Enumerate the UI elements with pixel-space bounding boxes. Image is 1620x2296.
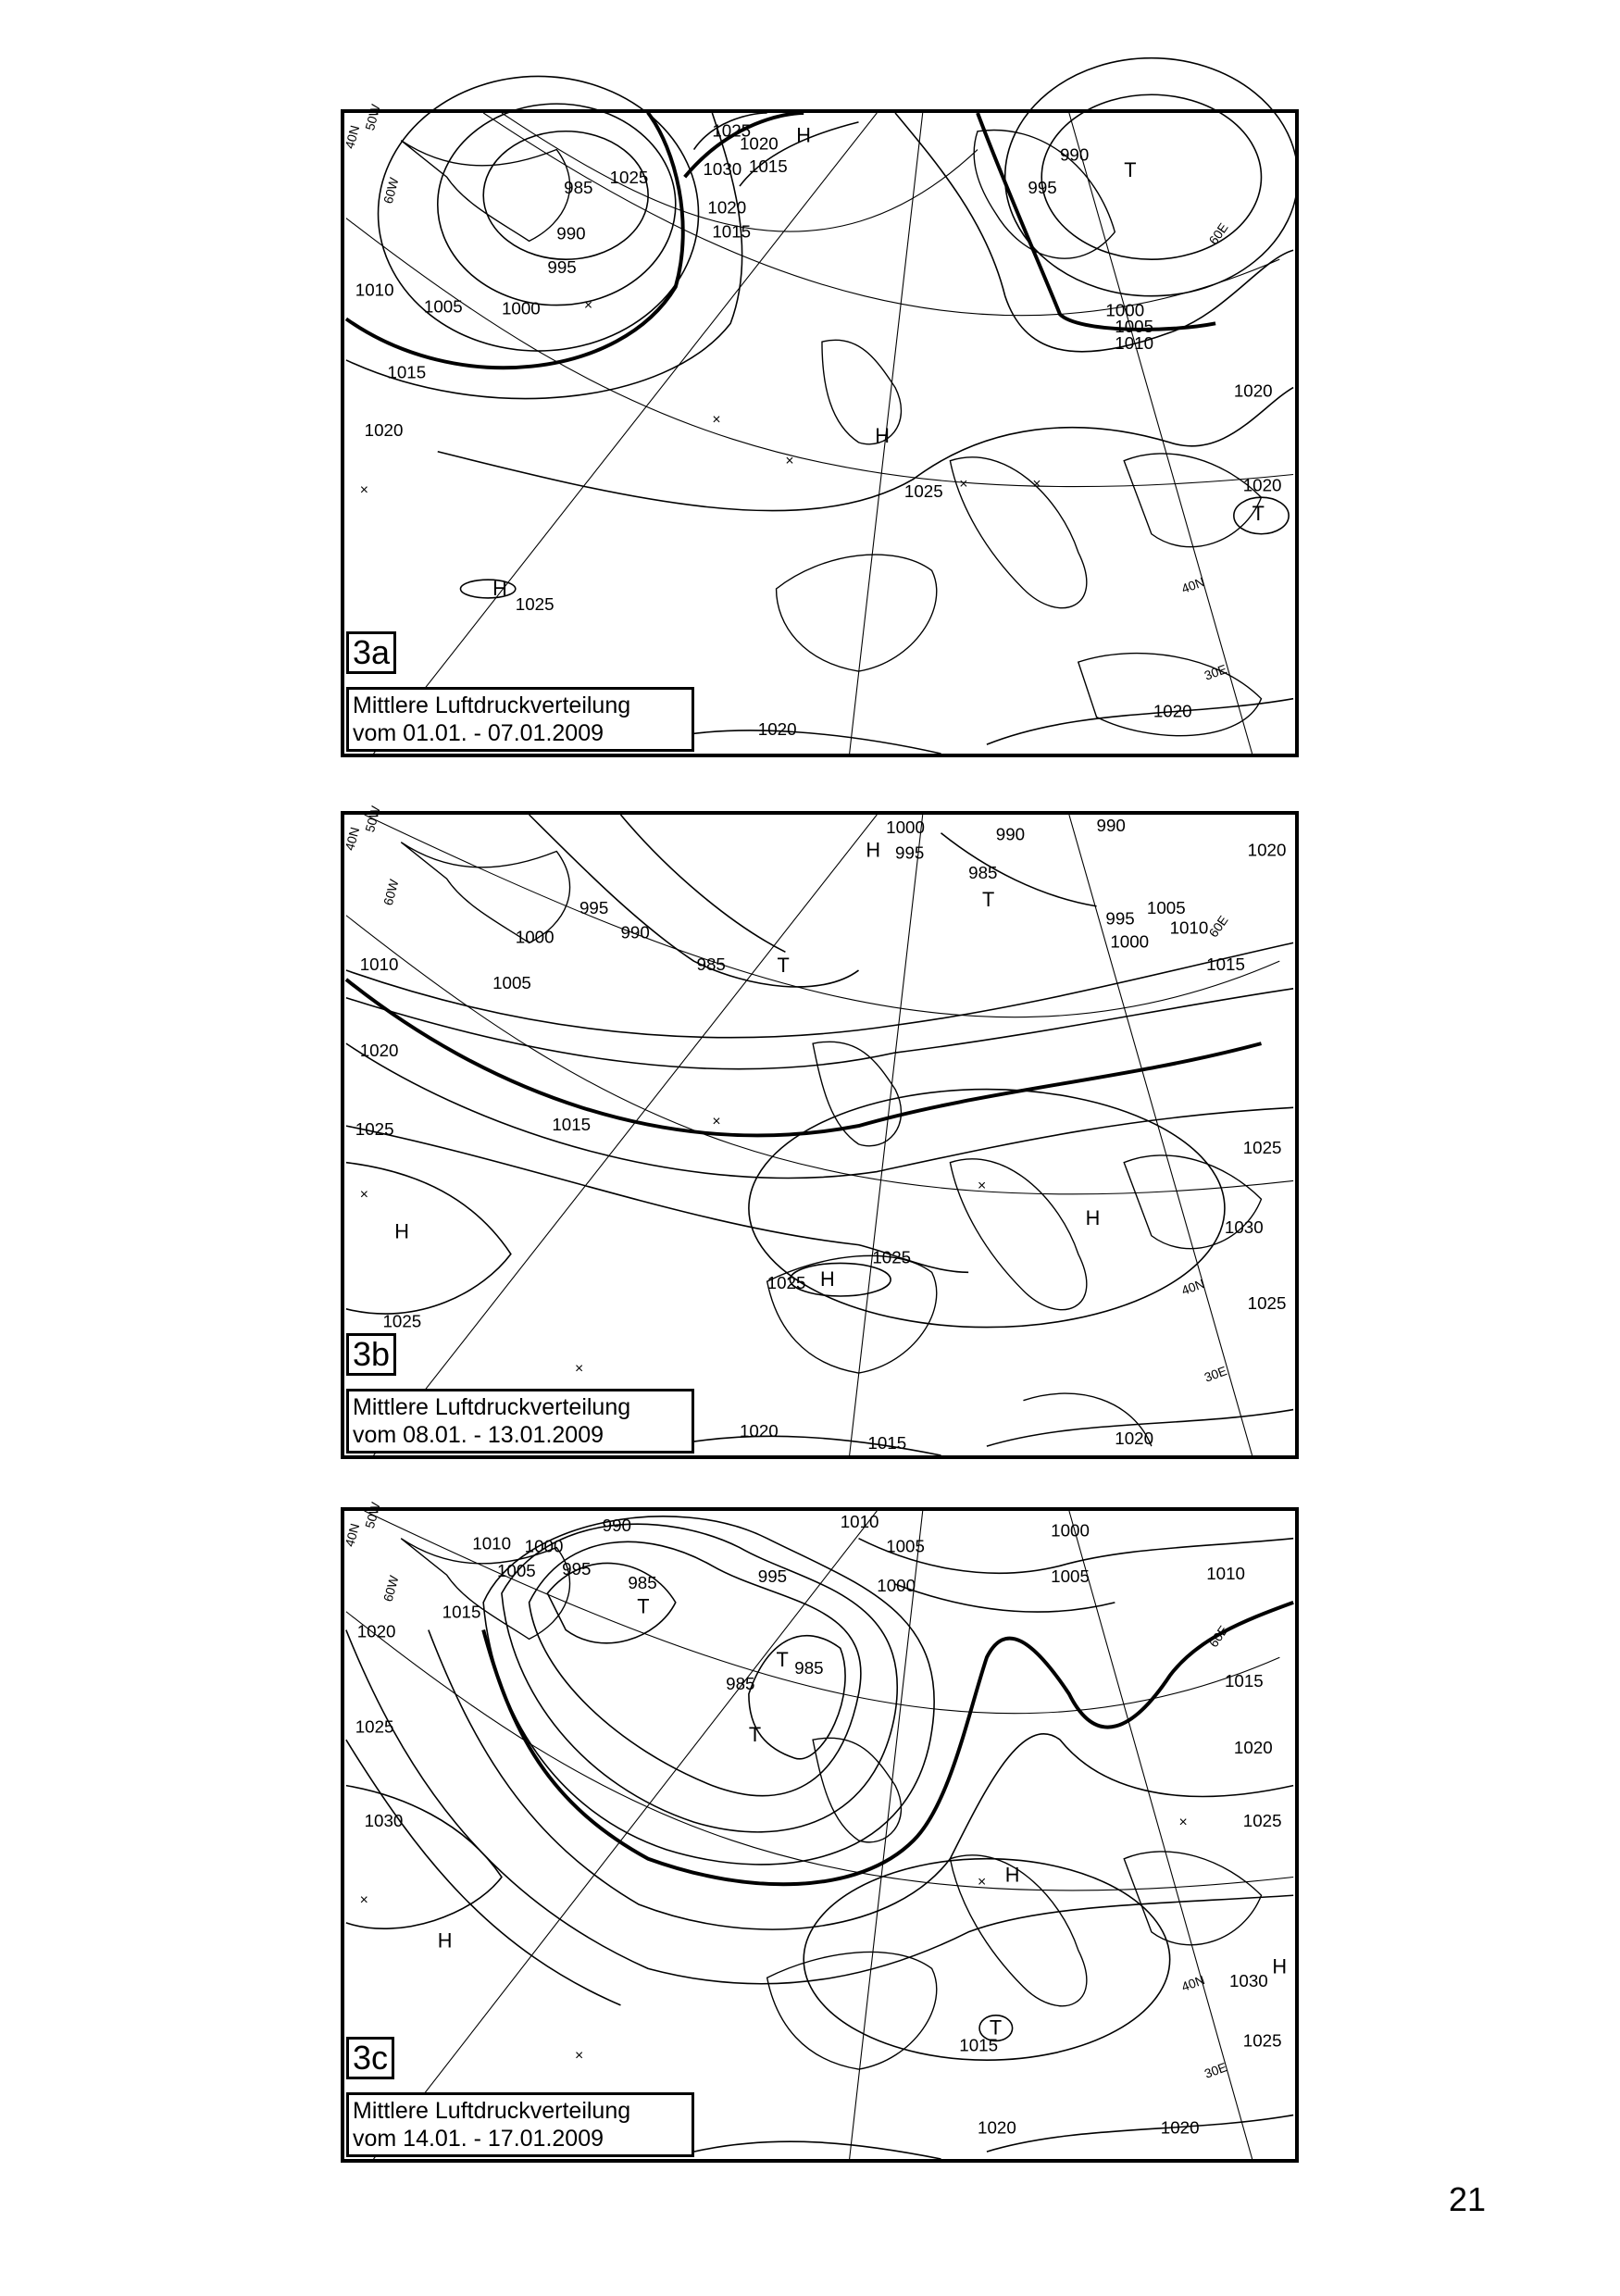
isobar-label: 995 — [579, 897, 609, 917]
parallel-line — [483, 113, 1279, 316]
isobar-label: 1020 — [364, 419, 404, 440]
panel-tag: 3c — [346, 2037, 394, 2079]
isobar-label: 990 — [556, 223, 586, 243]
isobar-label: 985 — [726, 1673, 755, 1693]
isobar — [1041, 94, 1261, 259]
isobar-label: 1000 — [886, 817, 925, 837]
isobar-label: 1020 — [757, 719, 797, 740]
isobar-label: 1010 — [840, 1511, 879, 1531]
isobar-label: 1000 — [877, 1576, 916, 1596]
grid-cross: × — [712, 1114, 721, 1130]
isobar-label: 1020 — [1115, 1429, 1154, 1449]
grid-label: 40N — [1179, 1972, 1207, 1994]
isobar — [346, 1740, 621, 2005]
grid-cross: × — [712, 412, 721, 429]
isobar-label: 1025 — [1242, 2030, 1282, 2051]
grid-cross: × — [785, 453, 794, 469]
isobar — [749, 1090, 1225, 1328]
isobar-label: 1020 — [1242, 475, 1282, 495]
pressure-center: H — [866, 838, 881, 862]
isobar-label: 1025 — [766, 1273, 806, 1293]
pressure-center: H — [875, 423, 891, 447]
isobar — [346, 1163, 511, 1314]
isobar-1015-bold — [346, 980, 1262, 1135]
isobar-label: 1025 — [1247, 1292, 1287, 1313]
isobar-label: 1005 — [1146, 897, 1186, 917]
isobar-label: 1025 — [903, 481, 943, 502]
isobar-label: 985 — [968, 863, 998, 883]
isobar-label: 1020 — [1247, 840, 1287, 860]
panel-tag: 3a — [346, 631, 396, 674]
isobar-label: 1005 — [1051, 1566, 1090, 1587]
isobar-label: 1005 — [423, 296, 463, 317]
isobar — [346, 989, 1293, 1069]
meridian-line — [1069, 1511, 1252, 2159]
isobar-label: 995 — [547, 257, 577, 277]
isobar-label: 1015 — [712, 221, 752, 242]
isobar — [804, 1859, 1169, 2061]
isobar-label: 1015 — [387, 362, 427, 382]
isobar-label: 1000 — [1105, 300, 1145, 320]
grid-label: 40N — [1179, 574, 1207, 596]
pressure-center: T — [637, 1594, 650, 1618]
isobar-label: 1000 — [501, 298, 541, 318]
isobar-label: 1025 — [382, 1311, 422, 1331]
grid-label: 50W — [362, 804, 383, 834]
grid-cross: × — [359, 1187, 368, 1204]
isobar — [502, 1524, 897, 1832]
grid-cross: × — [583, 297, 593, 314]
grid-cross: × — [575, 2048, 584, 2065]
isobar — [346, 1786, 502, 1929]
coastline — [1078, 654, 1262, 736]
pressure-center: T — [981, 887, 995, 911]
isobar-label: 985 — [794, 1657, 824, 1678]
coastline — [950, 1159, 1086, 1310]
grid-cross: × — [1032, 476, 1041, 493]
isobar-label: 985 — [564, 177, 593, 197]
isobar-label: 1020 — [1233, 1738, 1273, 1758]
isobar-label: 1010 — [1115, 333, 1154, 354]
panel-tag: 3b — [346, 1333, 396, 1376]
grid-label: 60W — [380, 1574, 402, 1603]
grid-cross: × — [978, 1874, 987, 1890]
grid-label: 60W — [380, 176, 402, 206]
isobar-label: 990 — [995, 824, 1026, 844]
coastline — [813, 1738, 901, 1842]
page-number: 21 — [1449, 2180, 1487, 2218]
pressure-center: H — [394, 1219, 410, 1243]
isobar-label: 1025 — [355, 1716, 394, 1737]
isobar-label: 990 — [1060, 144, 1090, 165]
grid-label: 60E — [1205, 1622, 1231, 1651]
grid-label: 60E — [1205, 912, 1231, 941]
pressure-center: H — [1272, 1954, 1288, 1978]
pressure-map-3c — [342, 1500, 1295, 2159]
parallel-line — [346, 916, 1293, 1194]
grid-label: 40N — [342, 825, 363, 853]
isobar-label: 995 — [1105, 908, 1135, 929]
pressure-center: T — [776, 1648, 789, 1672]
isobar-label: 995 — [757, 1566, 788, 1587]
isobar-label: 1020 — [1153, 701, 1192, 721]
grid-label: 40N — [342, 123, 363, 151]
panel-caption — [346, 1389, 694, 1454]
isobar-label: 1015 — [748, 156, 788, 177]
map-panel-3b — [341, 804, 1299, 1459]
grid-label: 60E — [1205, 219, 1231, 248]
pressure-center: H — [437, 1928, 453, 1953]
pressure-center: T — [748, 1723, 762, 1747]
isobar-label: 1020 — [740, 133, 779, 154]
isobar-label: 1020 — [1233, 381, 1273, 401]
isobar-label: 1015 — [552, 1115, 592, 1135]
isobar-label: 1000 — [515, 927, 555, 947]
isobar — [895, 1584, 1115, 1612]
isobar-label: 1030 — [364, 1811, 404, 1831]
isobar-label: 1025 — [609, 168, 649, 188]
pressure-center: T — [1252, 501, 1265, 525]
coastline — [1124, 454, 1261, 547]
isobar — [346, 1040, 1293, 1178]
isobar-label: 1015 — [1225, 1670, 1264, 1691]
isobar-label: 1005 — [886, 1536, 925, 1556]
isobar-label: 1025 — [355, 1119, 394, 1139]
caption-line: vom 08.01. - 13.01.2009 — [353, 1422, 604, 1448]
isobar-label: 1020 — [1160, 2117, 1200, 2138]
isobar-label: 1015 — [867, 1433, 907, 1454]
parallel-line — [346, 1612, 1293, 1890]
isobar-label: 1010 — [1169, 917, 1209, 938]
pressure-center: H — [1085, 1205, 1101, 1229]
caption-line: vom 14.01. - 17.01.2009 — [353, 2126, 604, 2152]
isobar — [749, 1636, 845, 1759]
caption-line: Mittlere Luftdruckverteilung — [353, 693, 631, 718]
isobar-label: 1020 — [978, 2117, 1016, 2138]
isobar-label: 1005 — [492, 972, 531, 992]
isobar-label: 990 — [620, 922, 650, 942]
grid-label: 40N — [1179, 1276, 1207, 1298]
isobar-label: 985 — [696, 955, 726, 975]
pressure-map-3b — [342, 804, 1295, 1455]
pressure-center: H — [819, 1267, 835, 1292]
pressure-center: T — [777, 954, 790, 978]
isobar-label: 1010 — [359, 955, 399, 975]
isobar-label: 1020 — [740, 1421, 779, 1441]
grid-cross: × — [359, 482, 368, 499]
isobar-label: 1025 — [872, 1247, 912, 1267]
isobar-label: 1010 — [1206, 1564, 1245, 1584]
isobar — [346, 942, 1293, 1037]
grid-cross: × — [575, 1361, 584, 1378]
grid-cross: × — [978, 1178, 987, 1194]
isobar — [483, 1516, 934, 1865]
isobar-label: 1015 — [442, 1602, 481, 1622]
isobar-label: 1000 — [524, 1536, 564, 1556]
grid-label: 30E — [1202, 661, 1229, 683]
isobar-label: 1030 — [1224, 1217, 1264, 1237]
isobar-label: 1015 — [959, 2035, 999, 2055]
isobar-label: 1010 — [355, 280, 394, 300]
isobar-label: 1025 — [1242, 1137, 1282, 1157]
isobar-label: 1030 — [703, 159, 742, 180]
isobar — [460, 580, 515, 598]
grid-cross: × — [959, 476, 968, 493]
meridian-line — [850, 815, 923, 1455]
isobar-label: 1025 — [515, 593, 555, 614]
isobar-label: 1005 — [496, 1561, 536, 1581]
isobar-label: 1020 — [707, 197, 747, 218]
panel-caption — [346, 2092, 694, 2157]
pressure-center: T — [989, 2015, 1003, 2040]
isobar-label: 1010 — [472, 1533, 512, 1554]
isobar-1015-bold — [346, 113, 683, 368]
isobar-label: 1000 — [1110, 931, 1150, 952]
isobar-label: 995 — [895, 842, 925, 863]
isobar-label: 1015 — [1206, 955, 1245, 975]
caption-line: Mittlere Luftdruckverteilung — [353, 1394, 631, 1420]
pressure-center: T — [1124, 158, 1137, 182]
pressure-center: H — [796, 123, 811, 147]
grid-label: 60W — [380, 878, 402, 907]
meridian-line — [374, 113, 878, 754]
isobar-label: 995 — [1028, 177, 1057, 197]
isobar-label: 1025 — [712, 120, 752, 141]
isobar-label: 990 — [1096, 815, 1126, 835]
map-panel-3c — [341, 1500, 1299, 2163]
panel-caption — [346, 687, 694, 752]
coastline — [777, 555, 937, 671]
grid-label: 40N — [342, 1521, 363, 1549]
grid-label: 50W — [362, 102, 383, 132]
isobar-label: 985 — [628, 1573, 657, 1593]
coastline — [401, 141, 569, 242]
isobar-label: 1025 — [1242, 1811, 1282, 1831]
isobar-label: 1000 — [1051, 1520, 1090, 1541]
isobar-label: 1030 — [1228, 1971, 1268, 1991]
isobar-label: 1005 — [1115, 317, 1154, 337]
grid-cross: × — [359, 1892, 368, 1909]
grid-label: 30E — [1202, 1363, 1229, 1385]
isobar — [987, 2115, 1293, 2152]
isobar-label: 995 — [562, 1559, 592, 1579]
caption-line: vom 01.01. - 07.01.2009 — [353, 720, 604, 746]
coastline — [950, 457, 1086, 608]
map-panel-3a — [341, 102, 1299, 757]
grid-cross: × — [1178, 1815, 1188, 1831]
grid-label: 50W — [361, 1500, 383, 1530]
isobar-label: 1020 — [359, 1040, 399, 1060]
grid-label: 30E — [1202, 2059, 1229, 2081]
isobar-label: 1020 — [356, 1621, 396, 1641]
pressure-map-3a — [342, 102, 1295, 754]
pressure-center: H — [492, 576, 507, 600]
isobar — [694, 2141, 941, 2159]
isobar-label: 990 — [602, 1515, 631, 1535]
isobar-bold — [978, 113, 1215, 330]
pressure-center: H — [1004, 1863, 1020, 1887]
caption-line: Mittlere Luftdruckverteilung — [353, 2098, 631, 2124]
